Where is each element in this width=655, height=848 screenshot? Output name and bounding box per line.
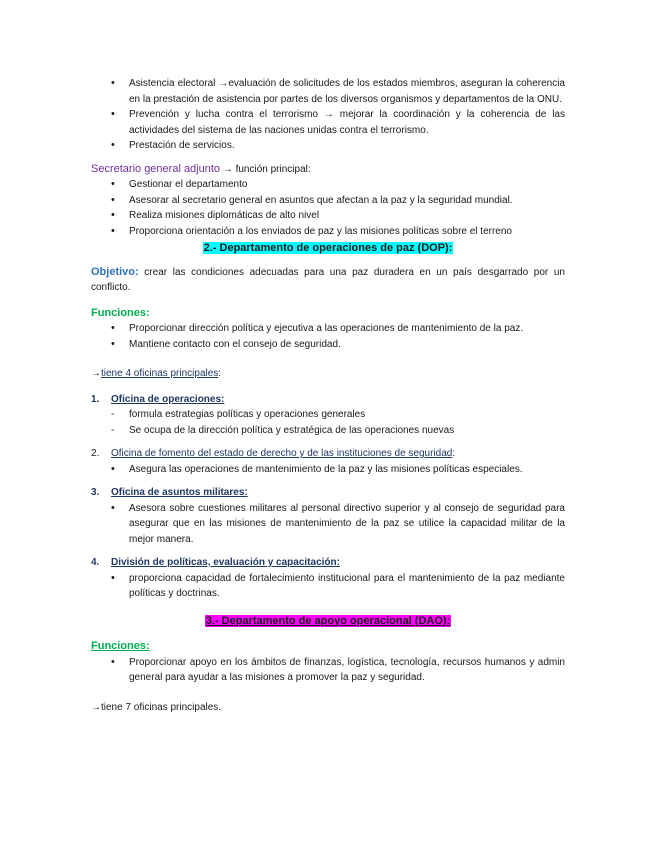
dop-funciones-list: [91, 321, 565, 352]
dop-heading: [91, 241, 565, 257]
list-item: • Prestación de servicios.: [91, 138, 565, 154]
document-page: [91, 76, 565, 715]
list-item: • Asesorar al secretario general en asuntos que afectan a la paz y la seguridad mundial.: [91, 193, 565, 209]
list-item: - Se ocupa de la dirección política y estratégica de las operaciones nuevas: [91, 423, 565, 439]
oficina-2-title: [91, 446, 565, 462]
dao-heading-text: 3.- Departamento de apoyo operacional (DAO):: [205, 614, 451, 627]
oficina-3-number: 3.: [91, 487, 100, 498]
list-item: • Asesora sobre cuestiones militares al personal directivo superior y al consejo de seguridad para asegurar que en las misiones de mantenimiento de la paz se utilice la capacidad militar de la mejor manera.: [91, 501, 565, 548]
oficina-4-link[interactable]: División de políticas, evaluación y capacitación:: [111, 557, 340, 568]
dop-heading-text: 2.- Departamento de operaciones de paz (DOP):: [203, 242, 453, 254]
oficina-1-link[interactable]: Oficina de operaciones:: [111, 393, 225, 405]
list-item: • Gestionar el departamento: [91, 177, 565, 193]
dao-funciones-label: Funciones:: [91, 640, 150, 652]
oficina-4-number: 4.: [91, 557, 100, 568]
secretario-bullet-list: [91, 177, 565, 239]
oficina-2-link[interactable]: Oficina de fomento del estado de derecho y de las instituciones de seguridad: [111, 448, 453, 459]
oficina-1-number: 1.: [91, 393, 100, 405]
secretario-title: Secretario general adjunto: [91, 162, 221, 175]
oficina-3-list: [91, 501, 565, 548]
oficinas-link[interactable]: tiene 4 oficinas principales: [101, 368, 219, 379]
oficinas-colon: :: [218, 368, 222, 379]
dop-funciones-label: Funciones:: [91, 306, 150, 319]
top-bullet-list: [91, 76, 565, 154]
oficina-1-title: [91, 392, 565, 408]
oficina-3-link[interactable]: Oficina de asuntos militares:: [111, 487, 248, 498]
list-item: • Proporciona orientación a los enviados de paz y las misiones políticas sobre el terreno: [91, 224, 565, 240]
list-item: • Prevención y lucha contra el terrorismo → mejorar la coordinación y la coherencia de las actividades del sistema de las naciones unidas contra el terrorismo.: [91, 107, 565, 138]
objetivo-text: crear las condiciones adecuadas para una paz duradera en un país desgarrado por un conflicto.: [91, 266, 565, 293]
list-item: • Asistencia electoral →evaluación de solicitudes de los estados miembros, aseguran la coherencia en la prestación de asistencia por partes de los diversos organismos y departamentos de la ONU.: [91, 76, 565, 107]
oficina-2-list: [91, 462, 565, 478]
oficina-2-colon: :: [452, 448, 456, 459]
dao-oficinas-line: →tiene 7 oficinas principales.: [91, 701, 222, 713]
list-item: • proporciona capacidad de fortalecimiento institucional para el mantenimiento de la paz mediante políticas y doctrinas.: [91, 571, 565, 602]
secretario-line: [91, 162, 565, 178]
arrow-icon: →: [91, 368, 101, 379]
oficina-4-title: [91, 555, 565, 571]
objetivo-label: Objetivo:: [91, 265, 139, 278]
list-item: • Mantiene contacto con el consejo de seguridad.: [91, 337, 565, 353]
oficina-2-number: 2.: [91, 448, 100, 459]
dop-objetivo: [91, 265, 565, 296]
oficina-1-list: [91, 407, 565, 438]
dop-oficinas-line: [91, 366, 565, 382]
list-item: • Proporcionar dirección política y ejecutiva a las operaciones de mantenimiento de la paz.: [91, 321, 565, 337]
secretario-rest: → función principal:: [220, 163, 311, 175]
oficina-3-title: [91, 485, 565, 501]
list-item: • Realiza misiones diplomáticas de alto nivel: [91, 208, 565, 224]
dao-funciones-list: [91, 655, 565, 686]
list-item: • Proporcionar apoyo en los ámbitos de finanzas, logística, tecnología, recursos humanos y admin general para ayudar a las misiones a promover la paz y seguridad.: [91, 655, 565, 686]
oficina-4-list: [91, 571, 565, 602]
dao-heading: [91, 614, 565, 630]
list-item: • Asegura las operaciones de mantenimiento de la paz y las misiones políticas especiales.: [91, 462, 565, 478]
list-item: - formula estrategias políticas y operaciones generales: [91, 407, 565, 423]
